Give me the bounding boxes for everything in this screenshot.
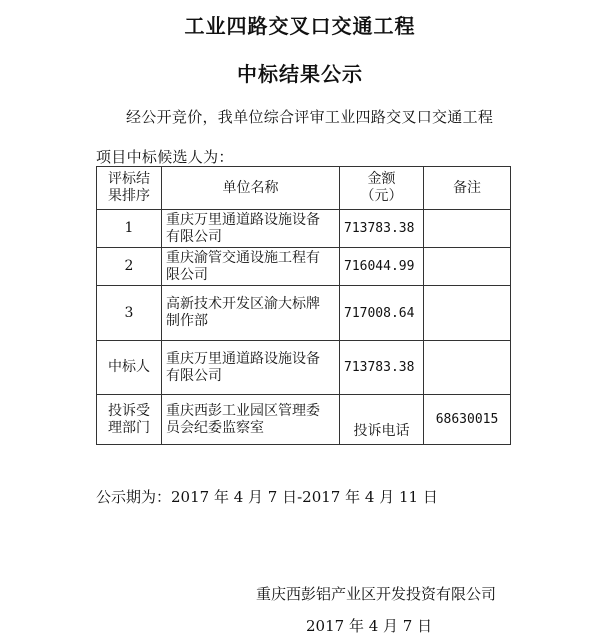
- row-unit-line2: 制作部: [166, 313, 208, 329]
- row-unit: [162, 210, 340, 248]
- complaint-label-line1: 投诉受: [108, 402, 150, 419]
- header-unit: 单位名称: [162, 167, 340, 210]
- row-unit-line1: 重庆渝管交通设施工程有: [166, 249, 320, 266]
- issuing-company: 重庆西彭铝产业区开发投资有限公司: [256, 585, 497, 603]
- header-rank: [97, 167, 162, 210]
- table-row: [97, 286, 511, 341]
- document-subtitle: 中标结果公示: [237, 62, 363, 86]
- complaint-unit: [162, 395, 340, 445]
- table-row: [97, 248, 511, 286]
- winner-unit-line2: 有限公司: [166, 367, 222, 384]
- winner-amount: 713783.38: [340, 341, 424, 395]
- row-rank: 1: [97, 210, 162, 248]
- row-remark: [424, 248, 511, 286]
- table-row: [97, 210, 511, 248]
- row-unit-line2: 有限公司: [166, 228, 222, 245]
- intro-line-1: 经公开竞价，我单位综合评审工业四路交叉口交通工程: [126, 108, 494, 126]
- winner-unit: [162, 341, 340, 395]
- header-amount: [340, 167, 424, 210]
- winner-unit-line1: 重庆万里通道路设施设备: [166, 350, 320, 367]
- complaint-row: [97, 395, 511, 445]
- winner-remark: [424, 341, 511, 395]
- row-amount: 717008.64: [340, 286, 424, 341]
- row-amount: 716044.99: [340, 248, 424, 286]
- winner-label: 中标人: [97, 341, 162, 395]
- header-amount-line1: 金额: [367, 171, 396, 187]
- table-header-row: [97, 167, 511, 210]
- header-remark: 备注: [424, 167, 511, 210]
- complaint-phone: 68630015: [424, 395, 511, 445]
- row-unit-line1: 重庆万里通道路设施设备: [166, 211, 320, 228]
- row-remark: [424, 286, 511, 341]
- row-unit-line1: 高新技术开发区渝大标牌: [166, 296, 320, 312]
- complaint-label-line2: 理部门: [108, 419, 150, 436]
- row-unit: [162, 248, 340, 286]
- header-rank-line2: 果排序: [108, 188, 150, 204]
- document-title: 工业四路交叉口交通工程: [184, 14, 416, 38]
- winner-row: [97, 341, 511, 395]
- complaint-phone-label: 投诉电话: [340, 395, 424, 445]
- result-table: [96, 166, 511, 445]
- row-unit-line2: 限公司: [166, 266, 208, 283]
- header-amount-line2: （元）: [360, 188, 403, 204]
- issue-date: 2017 年 4 月 7 日: [306, 617, 433, 635]
- row-rank: 2: [97, 248, 162, 286]
- complaint-unit-line2: 员会纪委监察室: [166, 419, 264, 436]
- header-rank-line1: 评标结: [108, 171, 150, 187]
- row-remark: [424, 210, 511, 248]
- row-amount: 713783.38: [340, 210, 424, 248]
- row-unit: [162, 286, 340, 341]
- publicity-period: 公示期为：2017 年 4 月 7 日-2017 年 4 月 11 日: [96, 488, 438, 506]
- intro-line-2: 项目中标候选人为：: [96, 148, 234, 166]
- complaint-label: [97, 395, 162, 445]
- row-rank: 3: [97, 286, 162, 341]
- complaint-unit-line1: 重庆西彭工业园区管理委: [166, 402, 320, 419]
